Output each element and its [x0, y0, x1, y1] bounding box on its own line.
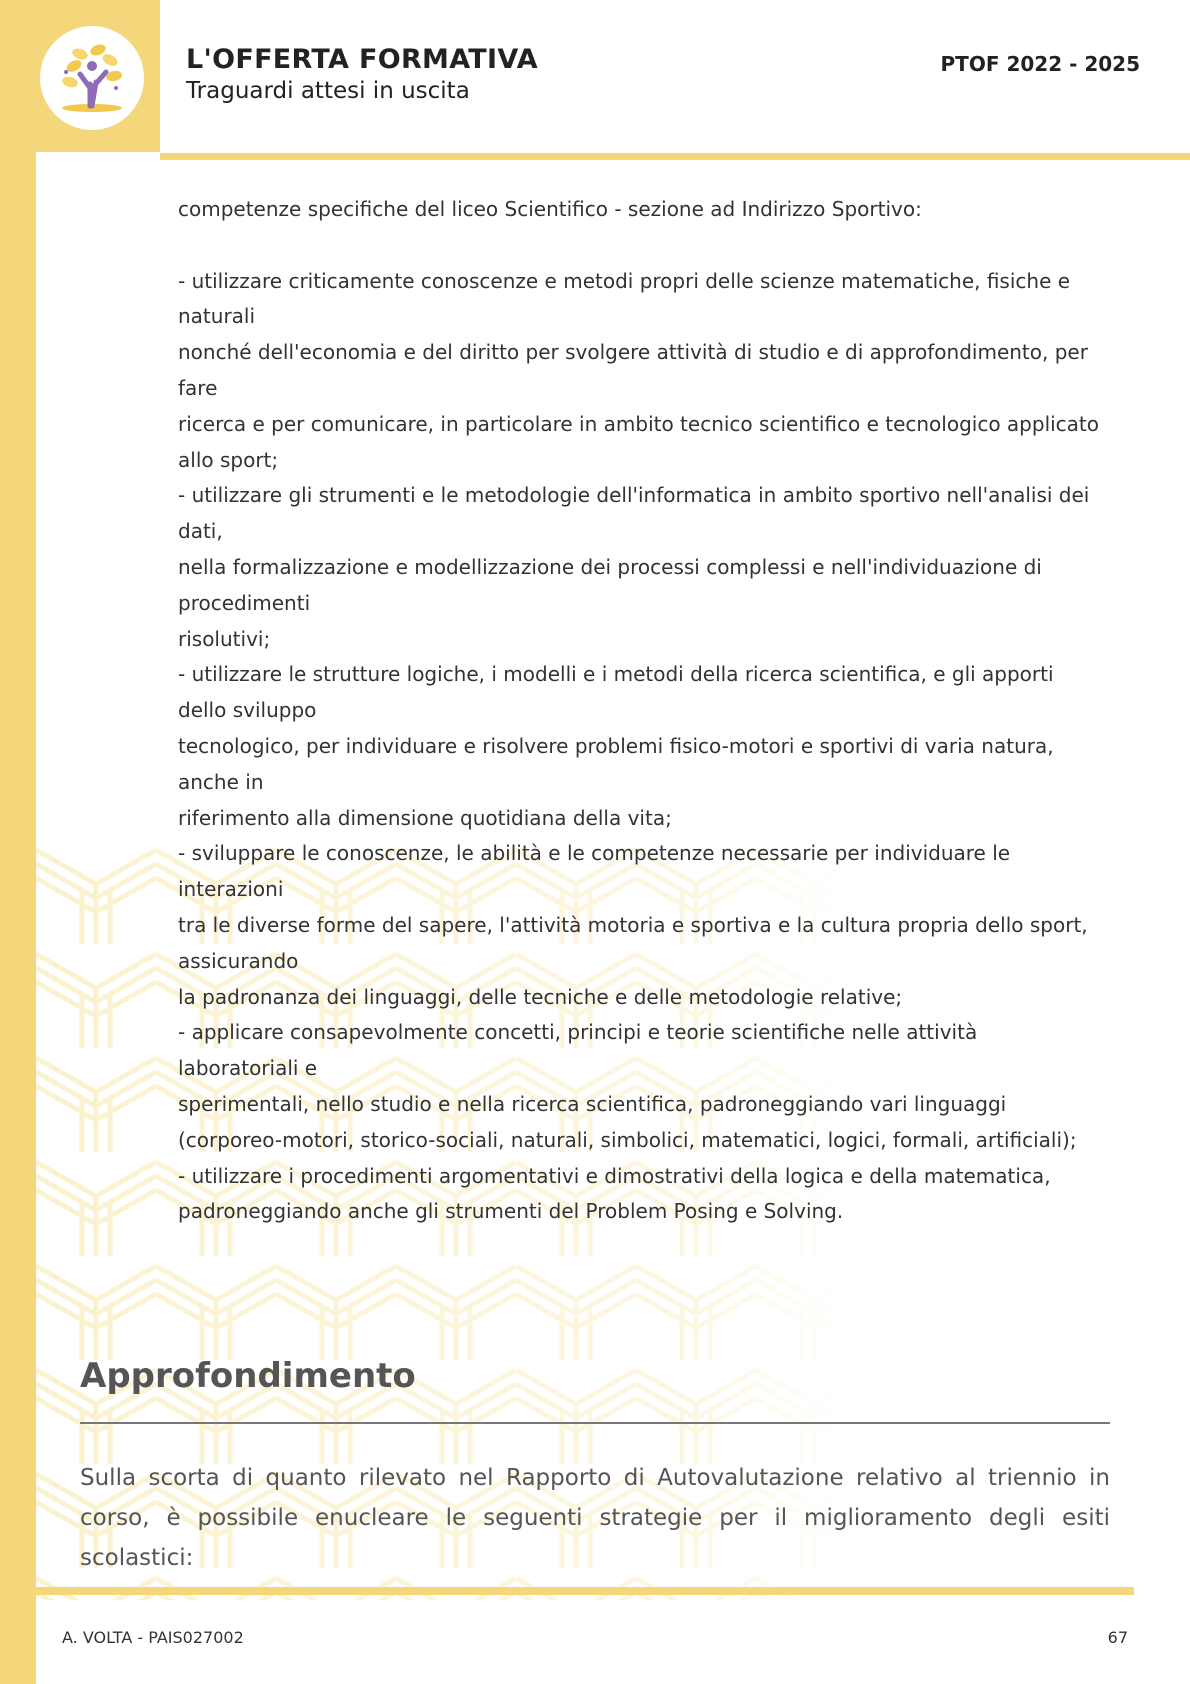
body-line: - utilizzare criticamente conoscenze e metodi propri delle scienze matematiche, fisiche e [178, 268, 1071, 293]
body-line: - utilizzare i procedimenti argomentativi e dimostrativi della logica e della matematica, [178, 1163, 1051, 1188]
body-line: padroneggiando anche gli strumenti del Problem Posing e Solving. [178, 1199, 844, 1224]
body-line: riferimento alla dimensione quotidiana della vita; [178, 805, 672, 830]
school-logo [40, 26, 144, 130]
body-line: la padronanza dei linguaggi, delle tecniche e delle metodologie relative; [178, 984, 903, 1009]
tree-logo-icon [50, 36, 134, 120]
section-heading: Approfondimento [80, 1356, 416, 1396]
body-line: tecnologico, per individuare e risolvere problemi fisico-motori e sportivi di varia natura, [178, 733, 1054, 758]
body-line: procedimenti [178, 590, 311, 615]
ptof-label: PTOF 2022 - 2025 [940, 52, 1140, 76]
left-accent-strip [0, 0, 36, 1684]
body-line: fare [178, 375, 218, 400]
body-line: dati, [178, 519, 223, 544]
page-number: 67 [1107, 1628, 1128, 1647]
body-line: anche in [178, 769, 264, 794]
page-title: L'OFFERTA FORMATIVA [186, 44, 538, 75]
body-text [178, 192, 1118, 1230]
body-line: risolutivi; [178, 626, 271, 651]
page-subtitle: Traguardi attesi in uscita [186, 78, 470, 104]
body-line: - utilizzare gli strumenti e le metodologie dell'informatica in ambito sportivo nell'analisi dei [178, 483, 1090, 508]
body-line: - sviluppare le conoscenze, le abilità e le competenze necessarie per individuare le [178, 841, 1011, 866]
body-line: assicurando [178, 948, 299, 973]
body-line: sperimentali, nello studio e nella ricerca scientifica, padroneggiando vari linguaggi [178, 1091, 1007, 1116]
body-line: - applicare consapevolmente concetti, principi e teorie scientifiche nelle attività [178, 1020, 978, 1045]
body-line: ricerca e per comunicare, in particolare in ambito tecnico scientifico e tecnologico applicato [178, 411, 1100, 436]
body-line: competenze specifiche del liceo Scientifico - sezione ad Indirizzo Sportivo: [178, 197, 922, 221]
body-line: - utilizzare le strutture logiche, i modelli e i metodi della ricerca scientifica, e gli apporti [178, 662, 1054, 687]
footer-divider [36, 1587, 1134, 1595]
body-line: nella formalizzazione e modellizzazione dei processi complessi e nell'individuazione di [178, 554, 1042, 579]
section-divider [80, 1422, 1110, 1424]
body-line: tra le diverse forme del sapere, l'attività motoria e sportiva e la cultura propria dello sport, [178, 912, 1088, 937]
body-line: naturali [178, 304, 256, 329]
body-line [178, 228, 1118, 264]
footer-school-code: A. VOLTA - PAIS027002 [62, 1628, 244, 1647]
body-line: interazioni [178, 877, 284, 902]
body-line: laboratoriali e [178, 1056, 318, 1081]
header-divider [160, 153, 1190, 160]
section-paragraph: Sulla scorta di quanto rilevato nel Rapporto di Autovalutazione relativo al triennio in corso, è possibile enucleare le seguenti strategie per il miglioramento degli esiti scolastici: [80, 1465, 1110, 1571]
body-line: nonché dell'economia e del diritto per svolgere attività di studio e di approfondimento, per [178, 340, 1088, 365]
body-line: allo sport; [178, 447, 279, 472]
body-line: dello sviluppo [178, 698, 317, 723]
body-line: (corporeo-motori, storico-sociali, naturali, simbolici, matematici, logici, formali, artificiali); [178, 1127, 1077, 1152]
